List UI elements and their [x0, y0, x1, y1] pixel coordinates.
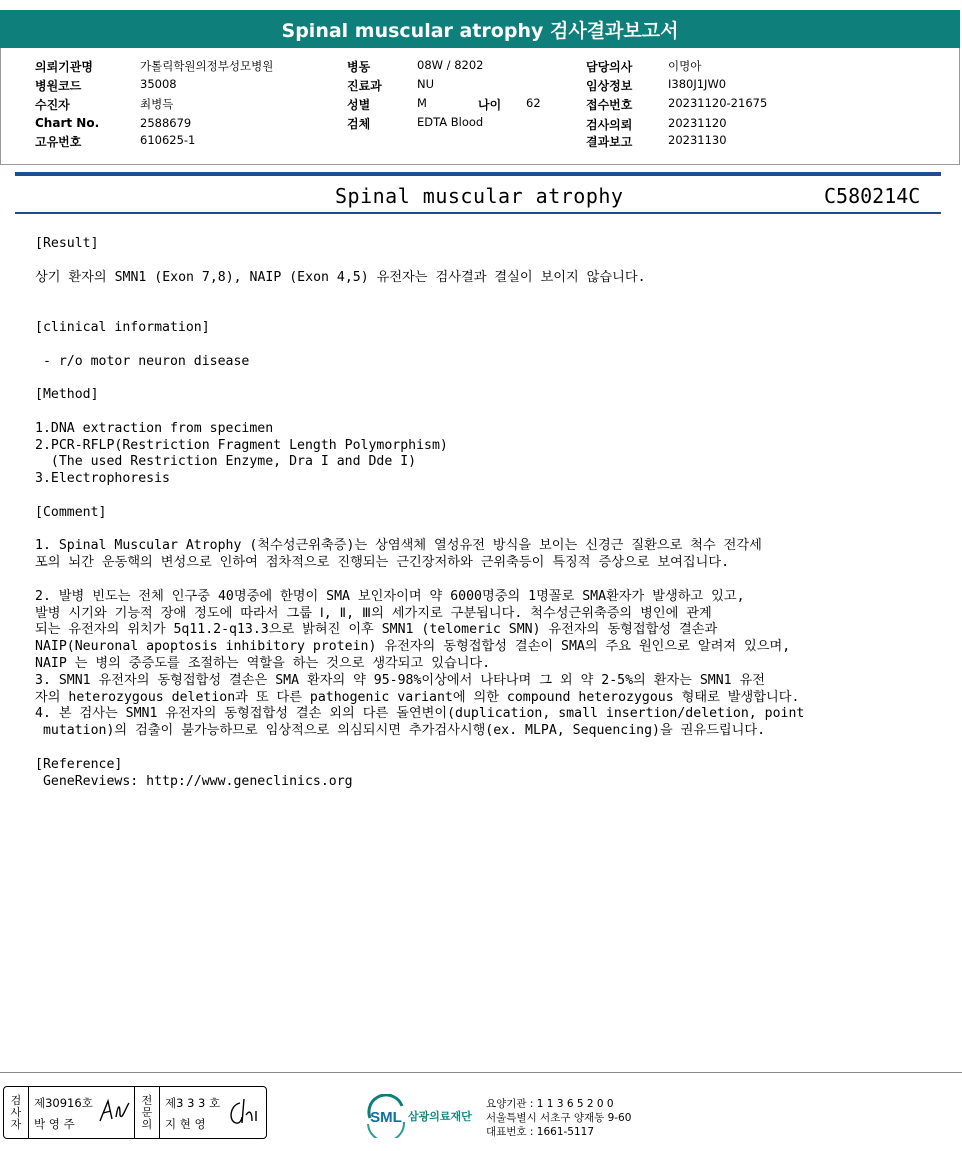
report-line: [clinical information] [35, 319, 210, 335]
report-line: [Reference] [35, 756, 123, 772]
report-line: 발병 시기와 기능적 장애 정도에 따라서 그룹 Ⅰ, Ⅱ, Ⅲ의 세가지로 구분됩니다. 척수성근위축증의 병인에 관계 [35, 605, 712, 621]
report-line: 4. 본 검사는 SMN1 유전자의 동형접합성 결손 외의 다른 돌연변이(duplication, small insertion/deletion, point [35, 706, 805, 722]
specimen-label: 검체 [347, 117, 371, 131]
report-line [35, 286, 935, 303]
report-test-code: C580214C [824, 184, 921, 208]
hospital-code-value: 35008 [140, 77, 177, 91]
ward-label: 병동 [347, 60, 371, 74]
reviewer-name: 지 현 영 [165, 1117, 206, 1131]
report-line: 3. SMN1 유전자의 동형접합성 결손은 SMA 환자의 약 95-98%이상에서 나타나며 그 외 약 2-5%의 환자는 SMN1 유전 [35, 672, 766, 688]
footer-divider [0, 1072, 962, 1073]
org-address: 서울특별시 서초구 양재동 9-60 [486, 1112, 632, 1124]
report-line: 3.Electrophoresis [35, 471, 170, 487]
report-date-value: 20231130 [668, 133, 727, 147]
care-org-code: 요양기관 : 1 1 3 6 5 2 0 0 [486, 1098, 614, 1110]
report-line [35, 253, 935, 270]
report-line [35, 303, 935, 320]
report-date-label: 결과보고 [586, 135, 633, 149]
report-line [35, 404, 935, 421]
age-value: 62 [526, 96, 541, 110]
title-divider-bottom [15, 212, 941, 214]
report-line [35, 522, 935, 539]
specimen-value: EDTA Blood [417, 115, 484, 129]
chart-no-value: 2588679 [140, 116, 192, 130]
report-body [35, 236, 935, 790]
logo-text: SML [370, 1109, 402, 1126]
clinical-info-label: 임상정보 [586, 79, 633, 93]
sex-value: M [417, 96, 427, 110]
examinee-value: 최병득 [140, 97, 174, 111]
report-line: - r/o motor neuron disease [35, 353, 250, 369]
title-divider-top [15, 172, 941, 176]
tester-license: 제30916호 [34, 1096, 93, 1110]
hospital-code-label: 병원코드 [35, 79, 82, 93]
tester-label: 검 사 자 [10, 1093, 22, 1131]
report-line: 1.DNA extraction from specimen [35, 420, 274, 436]
sex-label: 성별 [347, 98, 371, 112]
report-line: NAIP 는 병의 중증도를 조절하는 역할을 하는 것으로 생각되고 있습니다. [35, 655, 491, 671]
report-line [35, 370, 935, 387]
doctor-value: 이명아 [668, 59, 702, 73]
report-line: [Result] [35, 236, 99, 251]
report-line: (The used Restriction Enzyme, Dra I and Dde I) [35, 454, 417, 470]
institution-value: 가톨릭학원의정부성모병원 [140, 59, 274, 73]
report-line: NAIP(Neuronal apoptosis inhibitory protein) 유전자의 동형접합성 결손이 SMA의 주요 원인으로 알려져 있으며, [35, 639, 791, 655]
request-date-label: 검사의뢰 [586, 118, 633, 132]
report-line: 자의 heterozygous deletion과 또 다른 pathogenic variant에 의한 compound heterozygous 형태로 발생합니다. [35, 689, 800, 705]
unique-no-label: 고유번호 [35, 135, 82, 149]
report-test-title: Spinal muscular atrophy [335, 184, 624, 208]
tester-signature [96, 1095, 132, 1127]
clinical-info-value: I380J1JW0 [668, 77, 727, 91]
receipt-value: 20231120-21675 [668, 96, 768, 110]
report-line [35, 337, 935, 354]
report-line: 되는 유전자의 위치가 5q11.2-q13.3으로 밝혀진 이후 SMN1 (telomeric SMN) 유전자의 동형접합성 결손과 [35, 622, 718, 638]
ward-value: 08W / 8202 [417, 58, 484, 72]
report-line: 포의 뇌간 운동핵의 변성으로 인하여 점차적으로 진행되는 근긴장저하와 근위축등이 특징적 증상으로 보여집니다. [35, 555, 730, 571]
report-line: [Method] [35, 387, 99, 403]
reviewer-license: 제3 3 3 호 [165, 1096, 221, 1110]
report-line [35, 572, 935, 589]
request-date-value: 20231120 [668, 116, 727, 130]
tester-name: 박 영 주 [34, 1117, 75, 1131]
dept-label: 진료과 [347, 79, 382, 93]
report-line [35, 488, 935, 505]
report-line: 1. Spinal Muscular Atrophy (척수성근위축증)는 상염색체 열성유전 방식을 보이는 신경근 질환으로 척수 전각세 [35, 538, 762, 554]
report-line: 2.PCR-RFLP(Restriction Fragment Length Polymorphism) [35, 437, 448, 453]
age-label: 나이 [478, 98, 502, 112]
report-line: [Comment] [35, 504, 107, 520]
chart-no-label: Chart No. [35, 116, 100, 130]
reviewer-signature [226, 1095, 262, 1129]
org-phone: 대표번호 : 1661-5117 [486, 1126, 595, 1138]
unique-no-value: 610625-1 [140, 133, 196, 147]
institution-label: 의뢰기관명 [35, 60, 93, 74]
report-line: mutation)의 검출이 불가능하므로 임상적으로 의심되시면 추가검사시행(ex. MLPA, Sequencing)을 권유드립니다. [35, 723, 766, 739]
report-line [35, 740, 935, 757]
report-line: 2. 발병 빈도는 전체 인구중 40명중에 한명이 SMA 보인자이며 약 6000명중의 1명꼴로 SMA환자가 발생하고 있고, [35, 588, 745, 604]
sml-logo-icon [364, 1094, 408, 1138]
signature-box [3, 1086, 267, 1139]
patient-info-section [0, 55, 960, 155]
reviewer-label: 전 문 의 [141, 1093, 153, 1131]
org-name: 삼광의료재단 [408, 1110, 472, 1123]
examinee-label: 수진자 [35, 98, 70, 112]
dept-value: NU [417, 77, 435, 91]
report-header-title: Spinal muscular atrophy 검사결과보고서 [281, 19, 679, 42]
report-title-bar [0, 10, 960, 48]
doctor-label: 담당의사 [586, 60, 633, 74]
report-line: 상기 환자의 SMN1 (Exon 7,8), NAIP (Exon 4,5) 유전자는 검사결과 결실이 보이지 않습니다. [35, 269, 646, 285]
report-line: GeneReviews: http://www.geneclinics.org [35, 773, 353, 789]
receipt-label: 접수번호 [586, 98, 633, 112]
